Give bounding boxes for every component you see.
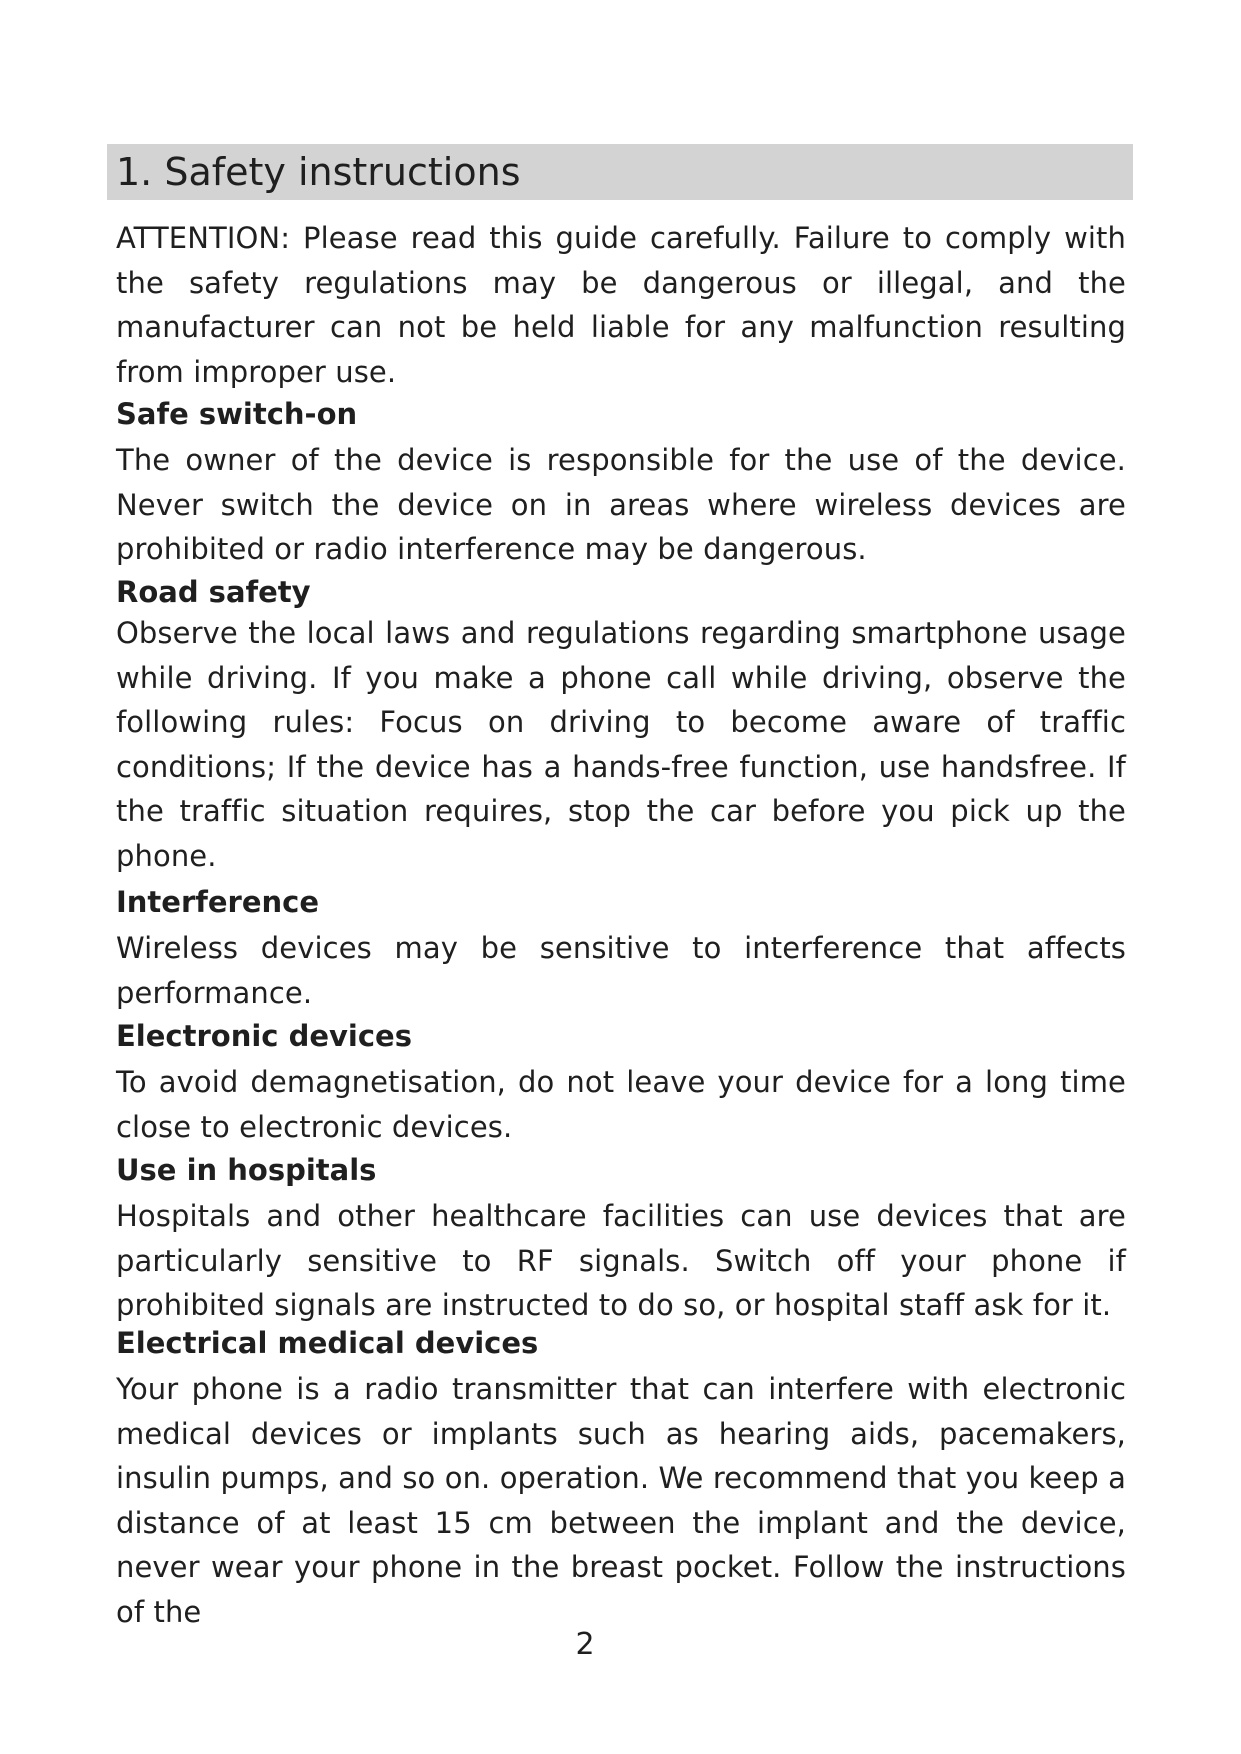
subheading-electronic-devices: Electronic devices — [116, 1019, 412, 1053]
paragraph-interference: Wireless devices may be sensitive to interference that affects performance. — [116, 931, 1126, 1010]
paragraph-electrical-medical-devices: Your phone is a radio transmitter that can interfere with electronic medical devices or implants such as hearing aids, pacemakers, insulin pumps, and so on. operation. We recommend that you keep a distance of at least 15 cm between the implant and the device, never wear your phone in the breast pocket. Follow the instructions of the — [116, 1372, 1126, 1629]
paragraph-electronic-devices: To avoid demagnetisation, do not leave your device for a long time close to electronic devices. — [116, 1065, 1126, 1144]
subheading-use-in-hospitals: Use in hospitals — [116, 1153, 377, 1187]
subheading-interference: Interference — [116, 885, 320, 919]
paragraph-road-safety: Observe the local laws and regulations regarding smartphone usage while driving. If you make a phone call while driving, observe the following rules: Focus on driving to become aware of traffic conditions; If the device has a hands-free function, use handsfree. If the traffic situation requires, stop the car before you pick up the phone. — [116, 616, 1126, 873]
section-heading: 1. Safety instructions — [116, 150, 521, 194]
intro-paragraph: ATTENTION: Please read this guide carefully. Failure to comply with the safety regulations may be dangerous or illegal, and the manufacturer can not be held liable for any malfunction resulting from improper use. — [116, 221, 1126, 389]
paragraph-use-in-hospitals: Hospitals and other healthcare facilities can use devices that are particularly sensitive to RF signals. Switch off your phone if prohibited signals are instructed to do so, or hospital staff ask for it. — [116, 1199, 1126, 1323]
subheading-electrical-medical-devices: Electrical medical devices — [116, 1326, 539, 1360]
page-number: 2 — [575, 1627, 595, 1662]
paragraph-safe-switch-on: The owner of the device is responsible for the use of the device. Never switch the device on in areas where wireless devices are prohibited or radio interference may be dangerous. — [116, 443, 1126, 567]
subheading-road-safety: Road safety — [116, 575, 311, 609]
subheading-safe-switch-on: Safe switch-on — [116, 397, 358, 431]
